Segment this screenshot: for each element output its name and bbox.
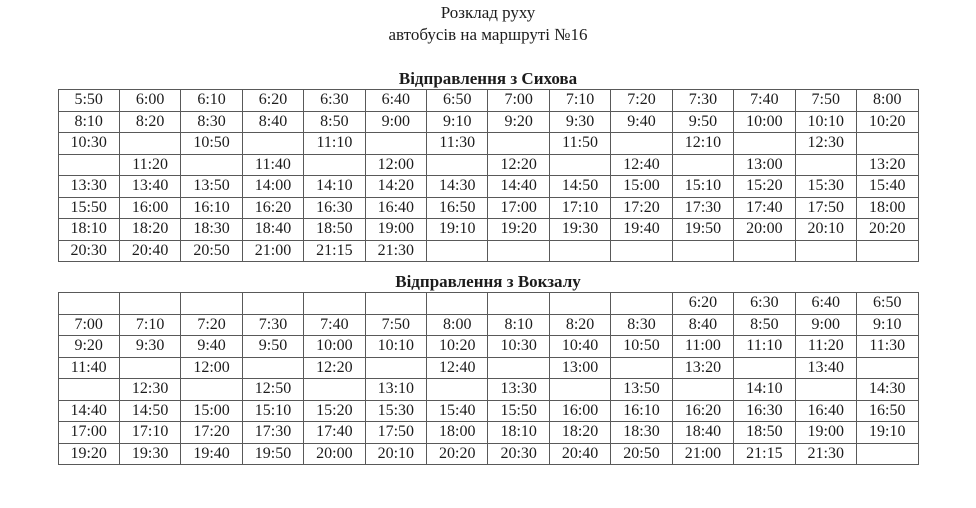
time-cell: 8:20 [549,314,610,336]
time-cell: 7:20 [181,314,242,336]
time-cell: 8:00 [856,90,918,112]
time-cell: 9:50 [242,336,303,358]
time-cell: 10:40 [549,336,610,358]
time-cell: 20:50 [181,240,242,262]
time-cell: 8:30 [181,111,242,133]
time-cell: 10:30 [488,336,549,358]
time-cell: 6:50 [427,90,488,112]
time-cell: 8:10 [58,111,119,133]
document-title [0,0,976,46]
table-row [58,293,918,315]
table-header-vokzal: Відправлення з Вокзалу [395,272,581,291]
time-cell: 8:10 [488,314,549,336]
empty-cell [181,379,242,401]
time-cell: 5:50 [58,90,119,112]
title-line-2: автобусів на маршруті №16 [388,25,588,44]
time-cell: 17:20 [611,197,672,219]
time-cell: 9:30 [549,111,610,133]
time-cell: 21:15 [304,240,365,262]
time-cell: 7:30 [672,90,733,112]
table-row [58,443,918,465]
time-cell: 9:40 [181,336,242,358]
time-cell: 20:30 [488,443,549,465]
time-cell: 17:50 [795,197,856,219]
time-cell: 18:30 [181,219,242,241]
time-cell: 17:00 [58,422,119,444]
time-cell: 16:00 [119,197,180,219]
time-cell: 14:40 [58,400,119,422]
time-cell: 11:40 [242,154,303,176]
time-cell: 19:50 [672,219,733,241]
time-cell: 15:20 [734,176,795,198]
empty-cell [242,133,303,155]
time-cell: 21:00 [672,443,733,465]
table-row [58,400,918,422]
table-row [58,422,918,444]
time-cell: 13:30 [488,379,549,401]
time-cell: 7:30 [242,314,303,336]
time-cell: 13:50 [181,176,242,198]
time-cell: 6:30 [734,293,795,315]
empty-cell [119,357,180,379]
time-cell: 17:40 [734,197,795,219]
time-cell: 7:00 [488,90,549,112]
time-cell: 16:50 [427,197,488,219]
time-cell: 13:50 [611,379,672,401]
empty-cell [672,379,733,401]
time-cell: 10:20 [427,336,488,358]
time-cell: 18:50 [734,422,795,444]
empty-cell [304,293,365,315]
empty-cell [856,240,918,262]
time-cell: 14:30 [427,176,488,198]
time-cell: 18:30 [611,422,672,444]
title-line-1: Розклад руху [440,3,536,22]
time-cell: 7:00 [58,314,119,336]
time-cell: 11:30 [427,133,488,155]
time-cell: 19:20 [488,219,549,241]
time-cell: 17:30 [672,197,733,219]
time-cell: 13:20 [672,357,733,379]
empty-cell [181,293,242,315]
time-cell: 15:10 [242,400,303,422]
time-cell: 15:20 [304,400,365,422]
time-cell: 20:00 [734,219,795,241]
empty-cell [488,357,549,379]
time-cell: 13:30 [58,176,119,198]
time-cell: 7:40 [734,90,795,112]
time-cell: 20:40 [119,240,180,262]
time-cell: 7:20 [611,90,672,112]
time-cell: 11:20 [119,154,180,176]
time-cell: 18:00 [427,422,488,444]
empty-cell [119,293,180,315]
time-cell: 18:50 [304,219,365,241]
time-cell: 19:10 [427,219,488,241]
time-cell: 12:00 [365,154,426,176]
time-cell: 6:50 [856,293,918,315]
time-cell: 17:10 [549,197,610,219]
empty-cell [795,240,856,262]
time-cell: 20:20 [856,219,918,241]
time-cell: 7:40 [304,314,365,336]
table-row [58,176,918,198]
time-cell: 20:40 [549,443,610,465]
empty-cell [488,293,549,315]
time-cell: 17:20 [181,422,242,444]
time-cell: 16:10 [611,400,672,422]
time-cell: 19:30 [549,219,610,241]
time-cell: 20:10 [795,219,856,241]
table-row [58,197,918,219]
table-row [58,379,918,401]
time-cell: 10:20 [856,111,918,133]
time-cell: 16:30 [304,197,365,219]
time-cell: 16:30 [734,400,795,422]
empty-cell [427,293,488,315]
time-cell: 6:40 [365,90,426,112]
time-cell: 20:50 [611,443,672,465]
empty-cell [365,133,426,155]
time-cell: 20:10 [365,443,426,465]
empty-cell [365,357,426,379]
sykhiv-departures-table [58,89,919,262]
time-cell: 14:30 [856,379,918,401]
time-cell: 12:40 [427,357,488,379]
time-cell: 21:30 [795,443,856,465]
time-cell: 10:30 [58,133,119,155]
time-cell: 17:00 [488,197,549,219]
empty-cell [611,240,672,262]
time-cell: 9:40 [611,111,672,133]
time-cell: 11:30 [856,336,918,358]
time-cell: 15:00 [611,176,672,198]
table-header-sykhiv: Відправлення з Сихова [398,69,578,88]
empty-cell [365,293,426,315]
time-cell: 15:40 [427,400,488,422]
table-row [58,357,918,379]
time-cell: 19:00 [795,422,856,444]
vokzal-schedule-section [0,272,976,465]
time-cell: 8:30 [611,314,672,336]
time-cell: 8:50 [734,314,795,336]
time-cell: 17:30 [242,422,303,444]
time-cell: 9:10 [427,111,488,133]
empty-cell [734,133,795,155]
time-cell: 19:20 [58,443,119,465]
empty-cell [549,293,610,315]
empty-cell [672,240,733,262]
time-cell: 12:20 [488,154,549,176]
table-row [58,314,918,336]
time-cell: 6:00 [119,90,180,112]
time-cell: 15:10 [672,176,733,198]
time-cell: 11:10 [304,133,365,155]
time-cell: 12:50 [242,379,303,401]
time-cell: 8:50 [304,111,365,133]
time-cell: 11:10 [734,336,795,358]
time-cell: 10:00 [304,336,365,358]
time-cell: 19:10 [856,422,918,444]
time-cell: 20:20 [427,443,488,465]
time-cell: 20:00 [304,443,365,465]
empty-cell [304,379,365,401]
empty-cell [611,133,672,155]
time-cell: 20:30 [58,240,119,262]
sykhiv-schedule-section [0,69,976,262]
empty-cell [488,240,549,262]
time-cell: 9:10 [856,314,918,336]
empty-cell [856,443,918,465]
empty-cell [611,357,672,379]
empty-cell [427,154,488,176]
time-cell: 7:50 [795,90,856,112]
time-cell: 15:30 [795,176,856,198]
time-cell: 15:30 [365,400,426,422]
empty-cell [242,293,303,315]
time-cell: 6:20 [672,293,733,315]
time-cell: 21:00 [242,240,303,262]
vokzal-departures-table [58,292,919,465]
empty-cell [734,357,795,379]
time-cell: 13:00 [734,154,795,176]
time-cell: 6:20 [242,90,303,112]
time-cell: 14:10 [304,176,365,198]
empty-cell [427,379,488,401]
table-row [58,133,918,155]
time-cell: 8:40 [672,314,733,336]
time-cell: 19:30 [119,443,180,465]
empty-cell [734,240,795,262]
time-cell: 18:20 [549,422,610,444]
time-cell: 13:00 [549,357,610,379]
time-cell: 16:50 [856,400,918,422]
time-cell: 13:10 [365,379,426,401]
empty-cell [795,154,856,176]
time-cell: 17:50 [365,422,426,444]
empty-cell [304,154,365,176]
time-cell: 7:50 [365,314,426,336]
time-cell: 14:50 [549,176,610,198]
time-cell: 8:00 [427,314,488,336]
time-cell: 7:10 [119,314,180,336]
time-cell: 16:40 [365,197,426,219]
time-cell: 17:40 [304,422,365,444]
time-cell: 16:20 [672,400,733,422]
time-cell: 6:10 [181,90,242,112]
time-cell: 19:40 [181,443,242,465]
time-cell: 9:50 [672,111,733,133]
time-cell: 18:20 [119,219,180,241]
time-cell: 12:30 [795,133,856,155]
time-cell: 10:50 [181,133,242,155]
time-cell: 14:20 [365,176,426,198]
time-cell: 10:00 [734,111,795,133]
empty-cell [856,133,918,155]
empty-cell [58,154,119,176]
time-cell: 14:00 [242,176,303,198]
time-cell: 12:20 [304,357,365,379]
time-cell: 7:10 [549,90,610,112]
time-cell: 19:00 [365,219,426,241]
time-cell: 19:50 [242,443,303,465]
time-cell: 13:40 [795,357,856,379]
time-cell: 12:30 [119,379,180,401]
empty-cell [119,133,180,155]
time-cell: 18:00 [856,197,918,219]
empty-cell [427,240,488,262]
time-cell: 16:20 [242,197,303,219]
empty-cell [549,154,610,176]
empty-cell [549,240,610,262]
time-cell: 18:40 [672,422,733,444]
empty-cell [795,379,856,401]
time-cell: 9:30 [119,336,180,358]
time-cell: 12:40 [611,154,672,176]
time-cell: 8:40 [242,111,303,133]
empty-cell [488,133,549,155]
time-cell: 16:40 [795,400,856,422]
time-cell: 11:50 [549,133,610,155]
time-cell: 9:00 [365,111,426,133]
table-row [58,154,918,176]
empty-cell [611,293,672,315]
empty-cell [672,154,733,176]
time-cell: 9:20 [58,336,119,358]
time-cell: 11:20 [795,336,856,358]
time-cell: 21:30 [365,240,426,262]
empty-cell [58,293,119,315]
time-cell: 18:10 [488,422,549,444]
table-row [58,240,918,262]
time-cell: 16:00 [549,400,610,422]
time-cell: 15:50 [58,197,119,219]
time-cell: 17:10 [119,422,180,444]
time-cell: 15:40 [856,176,918,198]
time-cell: 21:15 [734,443,795,465]
empty-cell [856,357,918,379]
time-cell: 16:10 [181,197,242,219]
table-row [58,336,918,358]
table-row [58,111,918,133]
time-cell: 15:00 [181,400,242,422]
time-cell: 10:10 [795,111,856,133]
time-cell: 12:00 [181,357,242,379]
empty-cell [181,154,242,176]
time-cell: 14:40 [488,176,549,198]
time-cell: 6:40 [795,293,856,315]
time-cell: 14:10 [734,379,795,401]
table-row [58,219,918,241]
time-cell: 18:40 [242,219,303,241]
time-cell: 13:20 [856,154,918,176]
time-cell: 10:50 [611,336,672,358]
time-cell: 6:30 [304,90,365,112]
time-cell: 9:00 [795,314,856,336]
empty-cell [58,379,119,401]
time-cell: 11:00 [672,336,733,358]
time-cell: 8:20 [119,111,180,133]
time-cell: 15:50 [488,400,549,422]
time-cell: 12:10 [672,133,733,155]
time-cell: 19:40 [611,219,672,241]
time-cell: 10:10 [365,336,426,358]
empty-cell [549,379,610,401]
time-cell: 11:40 [58,357,119,379]
time-cell: 18:10 [58,219,119,241]
time-cell: 13:40 [119,176,180,198]
empty-cell [242,357,303,379]
time-cell: 14:50 [119,400,180,422]
time-cell: 9:20 [488,111,549,133]
table-row [58,90,918,112]
